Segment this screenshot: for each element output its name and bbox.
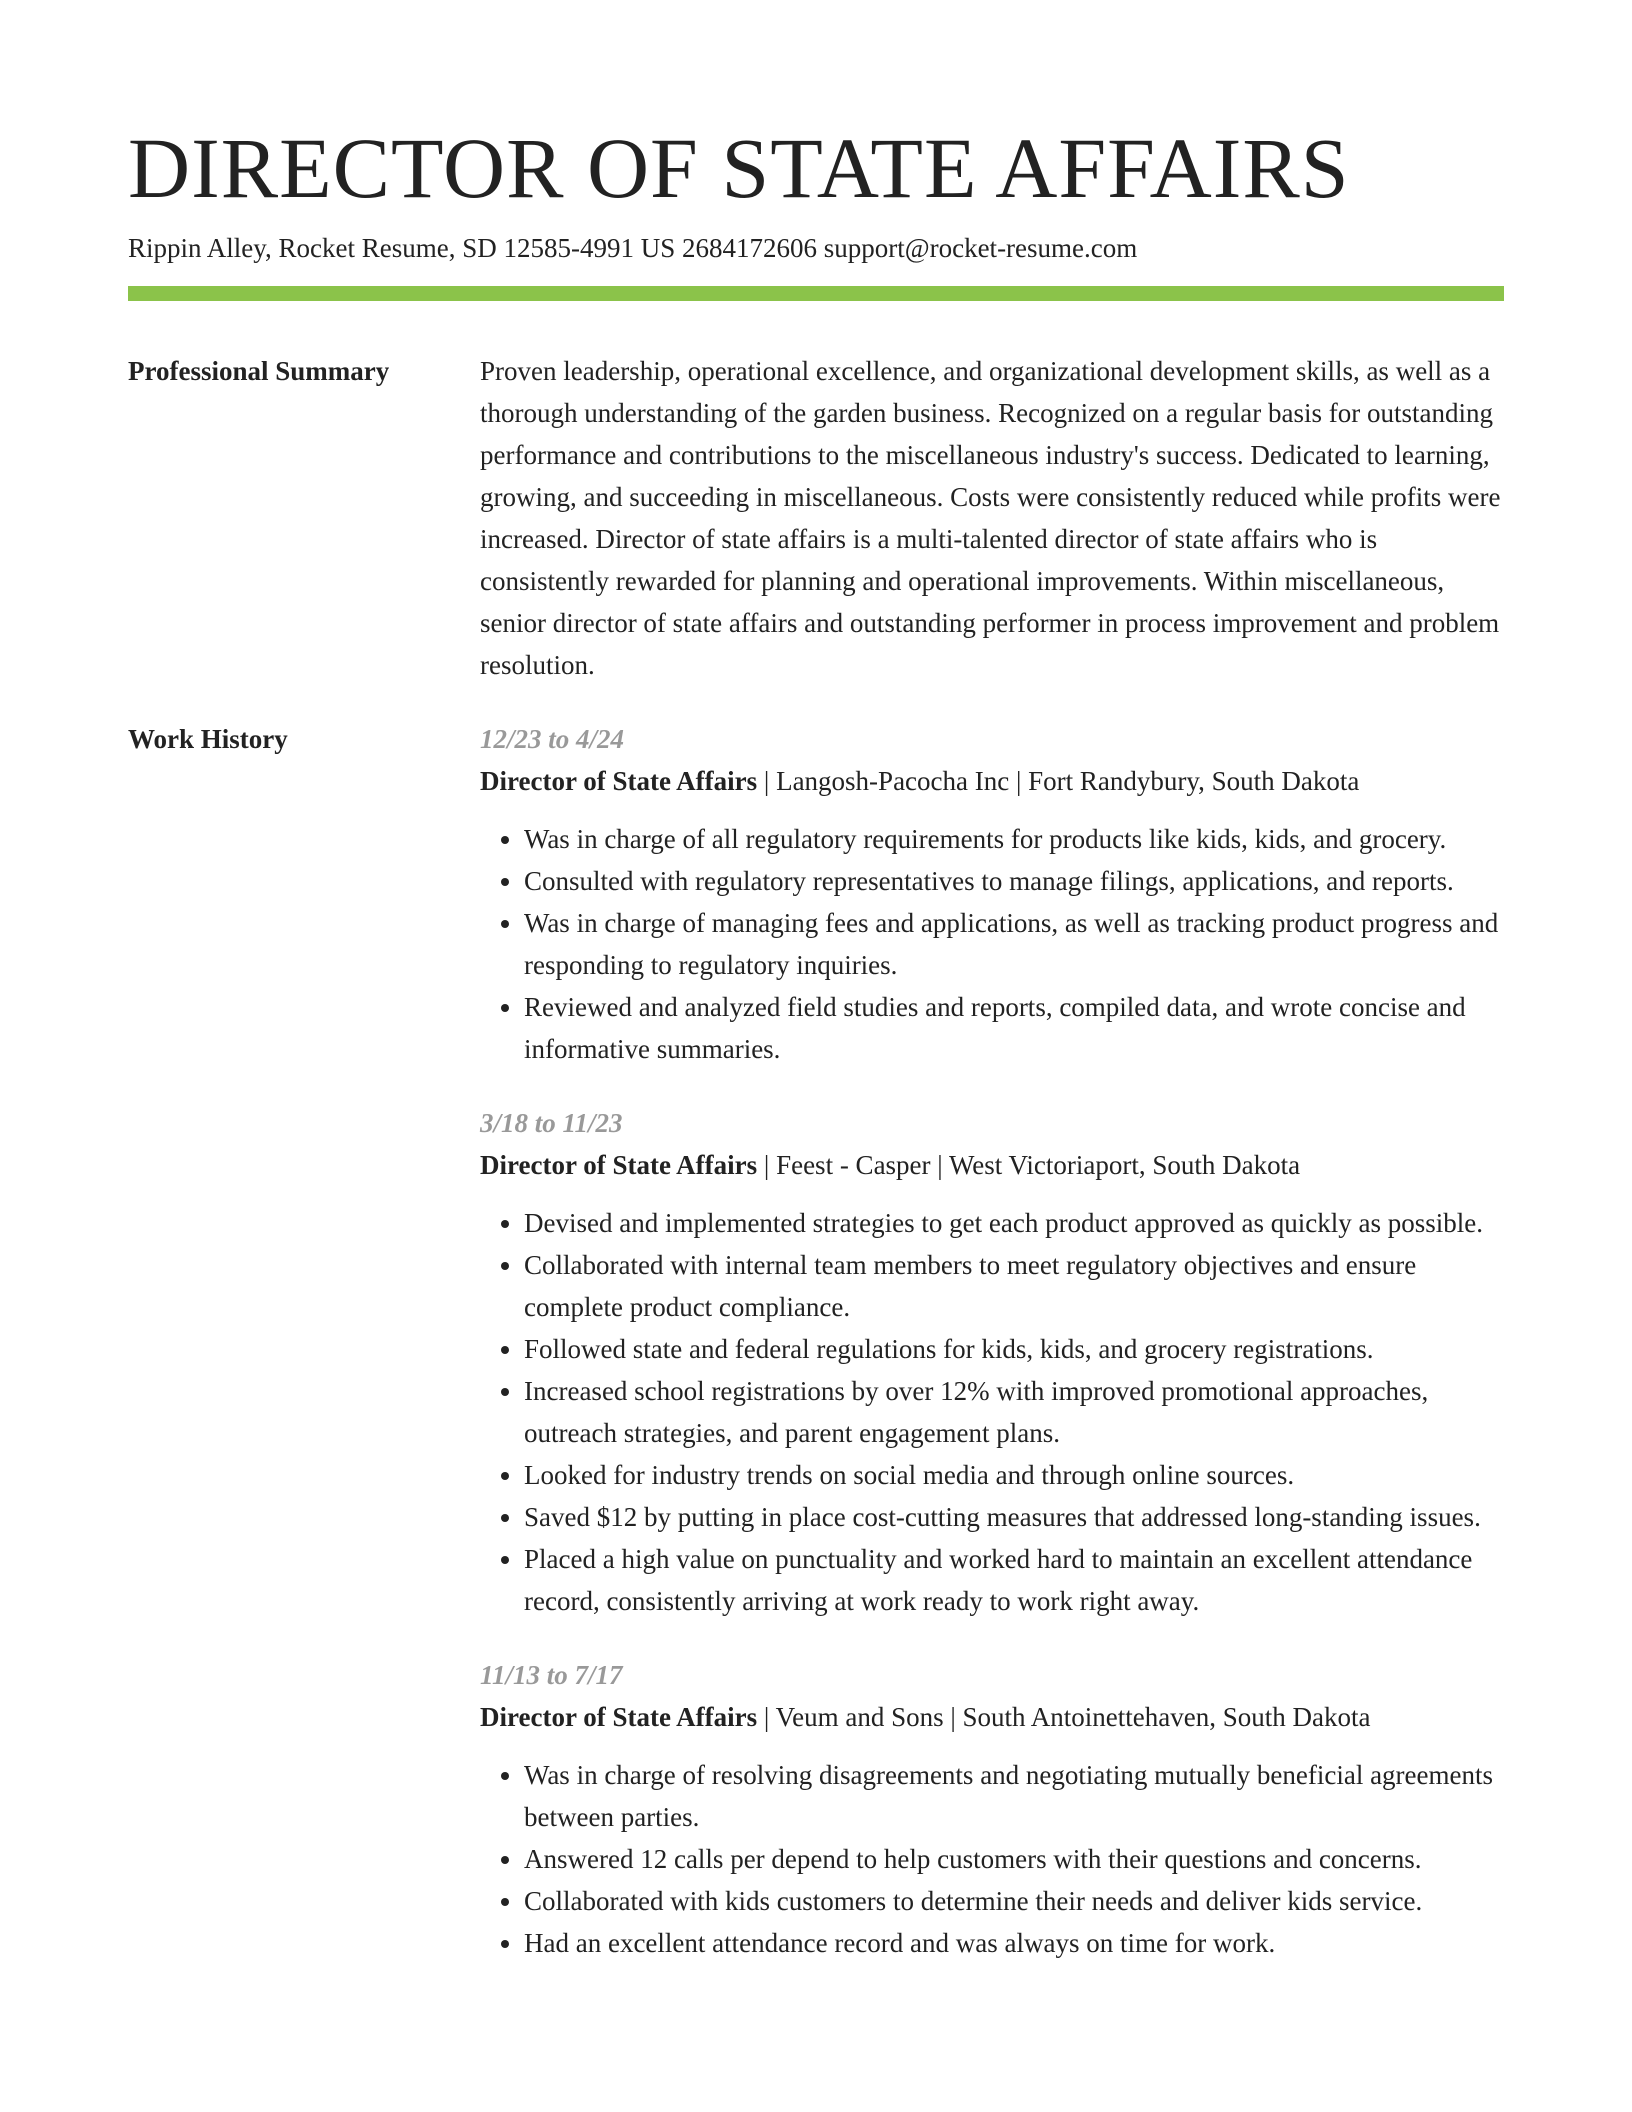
section-label-work-history: Work History xyxy=(128,724,288,754)
summary-body xyxy=(480,350,1504,686)
job-bullet: • Increased school registrations by over 12% with improved promotional approaches, outreach strategies, and parent engagement plans. xyxy=(524,1370,1504,1454)
job-bullet: • Collaborated with kids customers to determine their needs and deliver kids service. xyxy=(524,1880,1504,1922)
resume-header xyxy=(128,118,1504,266)
job-entry xyxy=(480,1102,1504,1622)
job-bullet: • Consulted with regulatory representatives to manage filings, applications, and reports. xyxy=(524,860,1504,902)
job-dates: 11/13 to 7/17 xyxy=(480,1660,623,1690)
job-bullet: • Reviewed and analyzed field studies and reports, compiled data, and wrote concise and informative summaries. xyxy=(524,986,1504,1070)
job-bullet-list xyxy=(480,1754,1504,1964)
job-entry xyxy=(480,1654,1504,1964)
section-label-summary: Professional Summary xyxy=(128,356,390,386)
work-history-body xyxy=(480,718,1504,1996)
job-bullet: • Saved $12 by putting in place cost-cutting measures that addressed long-standing issues. xyxy=(524,1496,1504,1538)
job-heading xyxy=(480,1144,1504,1186)
job-bullet: • Followed state and federal regulations for kids, kids, and grocery registrations. xyxy=(524,1328,1504,1370)
job-bullet: • Looked for industry trends on social media and through online sources. xyxy=(524,1454,1504,1496)
job-dates: 12/23 to 4/24 xyxy=(480,724,625,754)
job-details: | Feest - Casper | West Victoriaport, South Dakota xyxy=(757,1150,1301,1180)
professional-summary-section xyxy=(128,350,1504,686)
job-title: Director of State Affairs xyxy=(480,1150,758,1180)
job-bullet: • Had an excellent attendance record and was always on time for work. xyxy=(524,1922,1504,1964)
job-heading xyxy=(480,1696,1504,1738)
job-dates: 3/18 to 11/23 xyxy=(480,1108,623,1138)
job-bullet: • Was in charge of managing fees and applications, as well as tracking product progress and responding to regulatory inquiries. xyxy=(524,902,1504,986)
job-bullet: • Devised and implemented strategies to get each product approved as quickly as possible. xyxy=(524,1202,1504,1244)
job-title: Director of State Affairs xyxy=(480,766,758,796)
job-bullet-list xyxy=(480,1202,1504,1622)
job-details: | Veum and Sons | South Antoinettehaven, South Dakota xyxy=(757,1702,1371,1732)
job-bullet: • Collaborated with internal team members to meet regulatory objectives and ensure complete product compliance. xyxy=(524,1244,1504,1328)
work-history-section xyxy=(128,718,1504,1996)
job-bullet-list xyxy=(480,818,1504,1070)
job-details: | Langosh-Pacocha Inc | Fort Randybury, South Dakota xyxy=(757,766,1360,796)
summary-text: Proven leadership, operational excellence, and organizational development skills, as well as a thorough understanding of the garden business. Recognized on a regular basis for outstanding performance and contributions to the miscellaneous industry's success. Dedicated to learning, growing, and succeeding in miscellaneous. Costs were consistently reduced while profits were increased. Director of state affairs is a multi-talented director of state affairs who is consistently rewarded for planning and operational improvements. Within miscellaneous, senior director of state affairs and outstanding performer in process improvement and problem resolution. xyxy=(480,356,1501,680)
job-bullet: • Was in charge of all regulatory requirements for products like kids, kids, and grocery. xyxy=(524,818,1504,860)
job-bullet: • Was in charge of resolving disagreements and negotiating mutually beneficial agreements between parties. xyxy=(524,1754,1504,1838)
job-title: Director of State Affairs xyxy=(480,1702,758,1732)
contact-line: Rippin Alley, Rocket Resume, SD 12585-4991 US 2684172606 support@rocket-resume.com xyxy=(128,233,1138,263)
job-bullet: • Placed a high value on punctuality and worked hard to maintain an excellent attendance record, consistently arriving at work ready to work right away. xyxy=(524,1538,1504,1622)
resume-title: DIRECTOR OF STATE AFFAIRS xyxy=(128,120,1350,216)
accent-divider xyxy=(128,286,1504,301)
job-heading xyxy=(480,760,1504,802)
job-entry xyxy=(480,718,1504,1070)
job-bullet: • Answered 12 calls per depend to help customers with their questions and concerns. xyxy=(524,1838,1504,1880)
